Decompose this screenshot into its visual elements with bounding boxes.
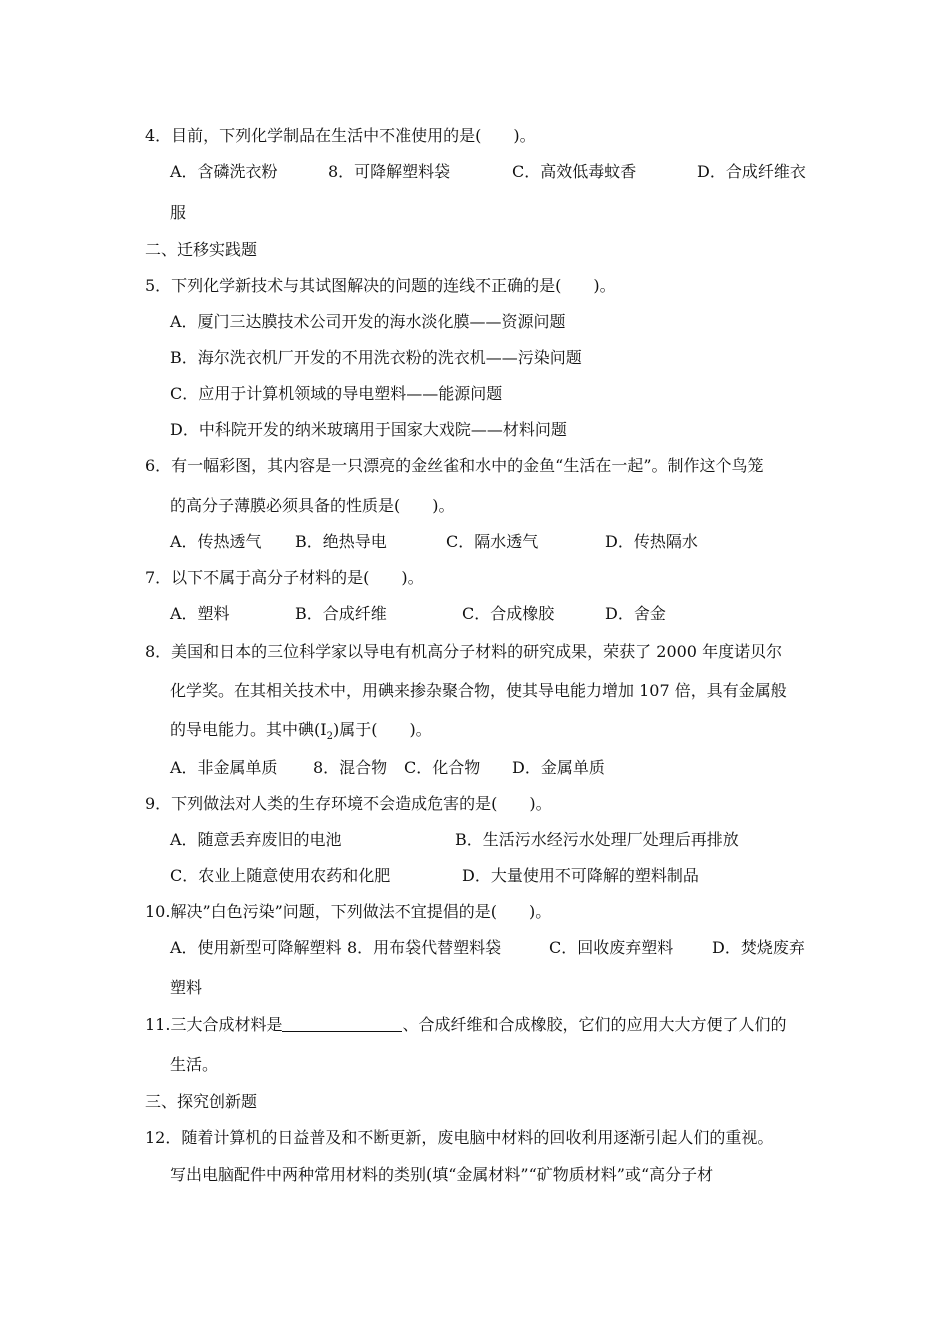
question-10-wrap: 塑料 — [170, 978, 203, 997]
option-b: 8．用布袋代替塑料袋 — [347, 938, 502, 957]
option-a: A．厦门三达膜技术公司开发的海水淡化膜——资源问题 — [170, 312, 566, 331]
question-4-options — [0, 160, 950, 184]
option-c: C．合成橡胶 — [462, 604, 555, 623]
question-11-stem: 11.三大合成材料是 、合成纤维和合成橡胶，它们的应用大大方便了人们的 — [145, 1015, 787, 1034]
option-a: A．塑料 — [170, 604, 230, 623]
question-9-options-row2 — [0, 864, 950, 888]
question-8-stem-line1: 8．美国和日本的三位科学家以导电有机高分子材料的研究成果，荣获了 2000 年度诺贝尔 — [145, 642, 783, 661]
question-12-stem-line1: 12．随着计算机的日益普及和不断更新，废电脑中材料的回收利用逐渐引起人们的重视。 — [145, 1128, 774, 1147]
question-10-options — [0, 936, 950, 960]
question-5-stem: 5．下列化学新技术与其试图解决的问题的连线不正确的是( )。 — [145, 276, 616, 295]
question-7-stem: 7．以下不属于高分子材料的是( )。 — [145, 568, 424, 587]
question-11-wrap: 生活。 — [170, 1055, 219, 1074]
option-b: B．生活污水经污水处理厂处理后再排放 — [455, 830, 739, 849]
question-8-stem-line3: 的导电能力。其中碘$(I_2)$属于( )。 — [170, 720, 432, 743]
option-d: D．舍金 — [605, 604, 666, 623]
question-12-stem-line2: 写出电脑配件中两种常用材料的类别(填“金属材料”“矿物质材料”或“高分子材 — [170, 1165, 714, 1184]
question-4-stem: 4．目前，下列化学制品在生活中不准使用的是( )。 — [145, 126, 536, 145]
option-c: C．农业上随意使用农药和化肥 — [170, 866, 391, 885]
option-d: D．合成纤维衣 — [697, 162, 806, 181]
question-6-stem-line1: 6．有一幅彩图，其内容是一只漂亮的金丝雀和水中的金鱼“生活在一起”。制作这个鸟笼 — [145, 456, 764, 475]
question-8-stem-line2: 化学奖。在其相关技术中，用碘来掺杂聚合物，使其导电能力增加 107 倍，具有金属般 — [170, 681, 787, 700]
section-3-heading: 三、探究创新题 — [145, 1092, 258, 1111]
option-c: C．化合物 — [404, 758, 481, 777]
option-d: D．传热隔水 — [605, 532, 698, 551]
option-c: C．回收废弃塑料 — [549, 938, 674, 957]
option-d: D．金属单质 — [512, 758, 605, 777]
question-7-options — [0, 602, 950, 626]
option-b: 8．混合物 — [313, 758, 388, 777]
option-d: D．中科院开发的纳米玻璃用于国家大戏院——材料问题 — [170, 420, 567, 439]
question-6-options — [0, 530, 950, 554]
option-b: B．绝热导电 — [295, 532, 387, 551]
option-c: C．高效低毒蚊香 — [512, 162, 637, 181]
question-9-options-row1 — [0, 828, 950, 852]
option-a: A．随意丢弃废旧的电池 — [170, 830, 342, 849]
question-8-options — [0, 756, 950, 780]
option-a: A．含磷洗衣粉 — [170, 162, 278, 181]
question-10-stem: 10.解决”白色污染”问题，下列做法不宜提倡的是( )。 — [145, 902, 552, 921]
option-d: D．大量使用不可降解的塑料制品 — [462, 866, 699, 885]
question-4-wrap: 服 — [170, 203, 187, 222]
option-c: C．隔水透气 — [446, 532, 539, 551]
option-c: C．应用于计算机领域的导电塑料——能源问题 — [170, 384, 503, 403]
option-a: A．使用新型可降解塑料 — [170, 938, 342, 957]
option-b: B．海尔洗衣机厂开发的不用洗衣粉的洗衣机——污染问题 — [170, 348, 582, 367]
option-a: A．非金属单质 — [170, 758, 278, 777]
section-2-heading: 二、迁移实践题 — [145, 240, 258, 259]
question-9-stem: 9．下列做法对人类的生存环境不会造成危害的是( )。 — [145, 794, 552, 813]
option-d: D．焚烧废弃 — [712, 938, 805, 957]
option-a: A．传热透气 — [170, 532, 262, 551]
option-b: 8．可降解塑料袋 — [328, 162, 451, 181]
answer-blank[interactable] — [282, 1015, 402, 1032]
option-b: B．合成纤维 — [295, 604, 387, 623]
question-6-stem-line2: 的高分子薄膜必须具备的性质是( )。 — [170, 496, 455, 515]
